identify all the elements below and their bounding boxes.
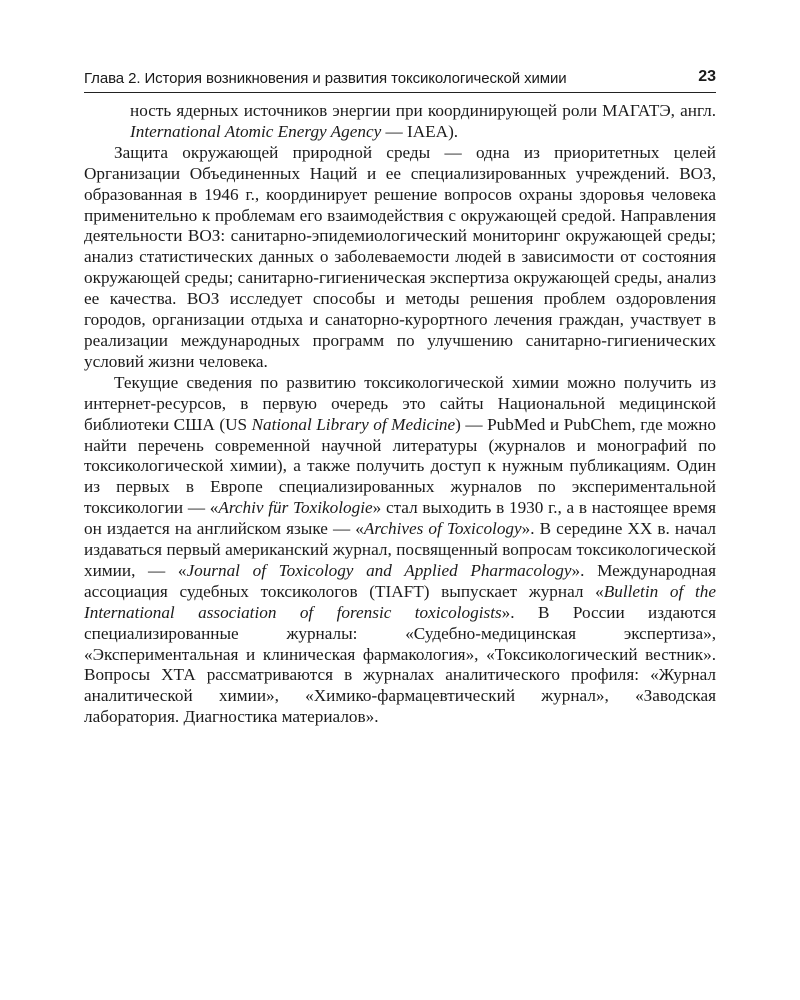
text-run: — IAEA). [381, 121, 459, 141]
text-run: ». В России издаются специализированные журналы: «Судебно-медицинская экспертиза», «Экспериментальная и клиническая фармакология», «Токсикологический вестник». Вопросы ХТА рассматриваются в журналах аналитического профиля: «Журнал аналитической химии», «Химико-фармацевтический журнал», «Заводская лаборатория. Диагностика материалов». [84, 602, 716, 727]
paragraph-journals [84, 373, 716, 728]
italic-term: International Atomic Energy Agency [130, 121, 382, 141]
text-run: ». Международная ассоциация судебных токсикологов (TIAFT) выпускает журнал « [84, 560, 716, 601]
running-head [84, 66, 716, 92]
italic-journal-title: Journal of Toxicology and Applied Pharmacology [186, 560, 572, 580]
text-run: Текущие сведения по развитию токсикологической химии можно получить из интернет-ресурсов, в первую очередь это сайты Национальной медицинской библиотеки США (US [84, 372, 716, 434]
text-run: ». В середине XX в. начал издаваться первый американский журнал, посвященный вопросам токсикологической химии, — « [84, 519, 716, 580]
paragraph-continuation [84, 101, 716, 143]
italic-term: National Library of Medicine [251, 414, 456, 434]
text-run: ность ядерных источников энергии при координирующей роли МАГАТЭ, англ. [130, 101, 716, 120]
body-text [84, 101, 716, 728]
text-run: Защита окружающей природной среды — одна из приоритетных целей Организации Объединенных Наций и ее специализированных учреждений. ВОЗ, образованная в 1946 г., координирует решение вопросов охраны здоровья человека применительно к проблемам его взаимодействия с окружающей средой. Направления деятельности ВОЗ: санитарно-эпидемиологический мониторинг окружающей среды; анализ статистических данных о заболеваемости людей в зависимости от состояния окружающей среды; санитарно-гигиеническая экспертиза окружающей среды, анализ ее качества. ВОЗ исследует способы и методы решения проблем оздоровления городов, организации отдыха и санаторно-курортного лечения граждан, участвует в реализации международных программ по улучшению санитарно-гигиенических условий жизни человека. [84, 142, 716, 371]
header-rule [84, 92, 716, 93]
page-number: 23 [698, 68, 716, 85]
italic-journal-title: Archiv für Toxikologie [218, 498, 373, 518]
paragraph-who [84, 143, 716, 373]
text-run: » стал выходить в 1930 г., а в настоящее время он издается на английском языке — « [84, 498, 716, 539]
chapter-title: Глава 2. История возникновения и развития токсикологической химии [84, 70, 567, 87]
italic-journal-title: Bulletin of the International association of forensic toxicologists [84, 581, 716, 622]
text-run: ) — PubMed и PubChem, где можно найти перечень современной научной литературы (журналов и монографий по токсикологической химии), а также получить доступ к нужным публикациям. Один из первых в Европе специализированных журналов по экспериментальной токсикологии — « [84, 414, 716, 518]
italic-journal-title: Archives of Toxicology [363, 519, 522, 539]
